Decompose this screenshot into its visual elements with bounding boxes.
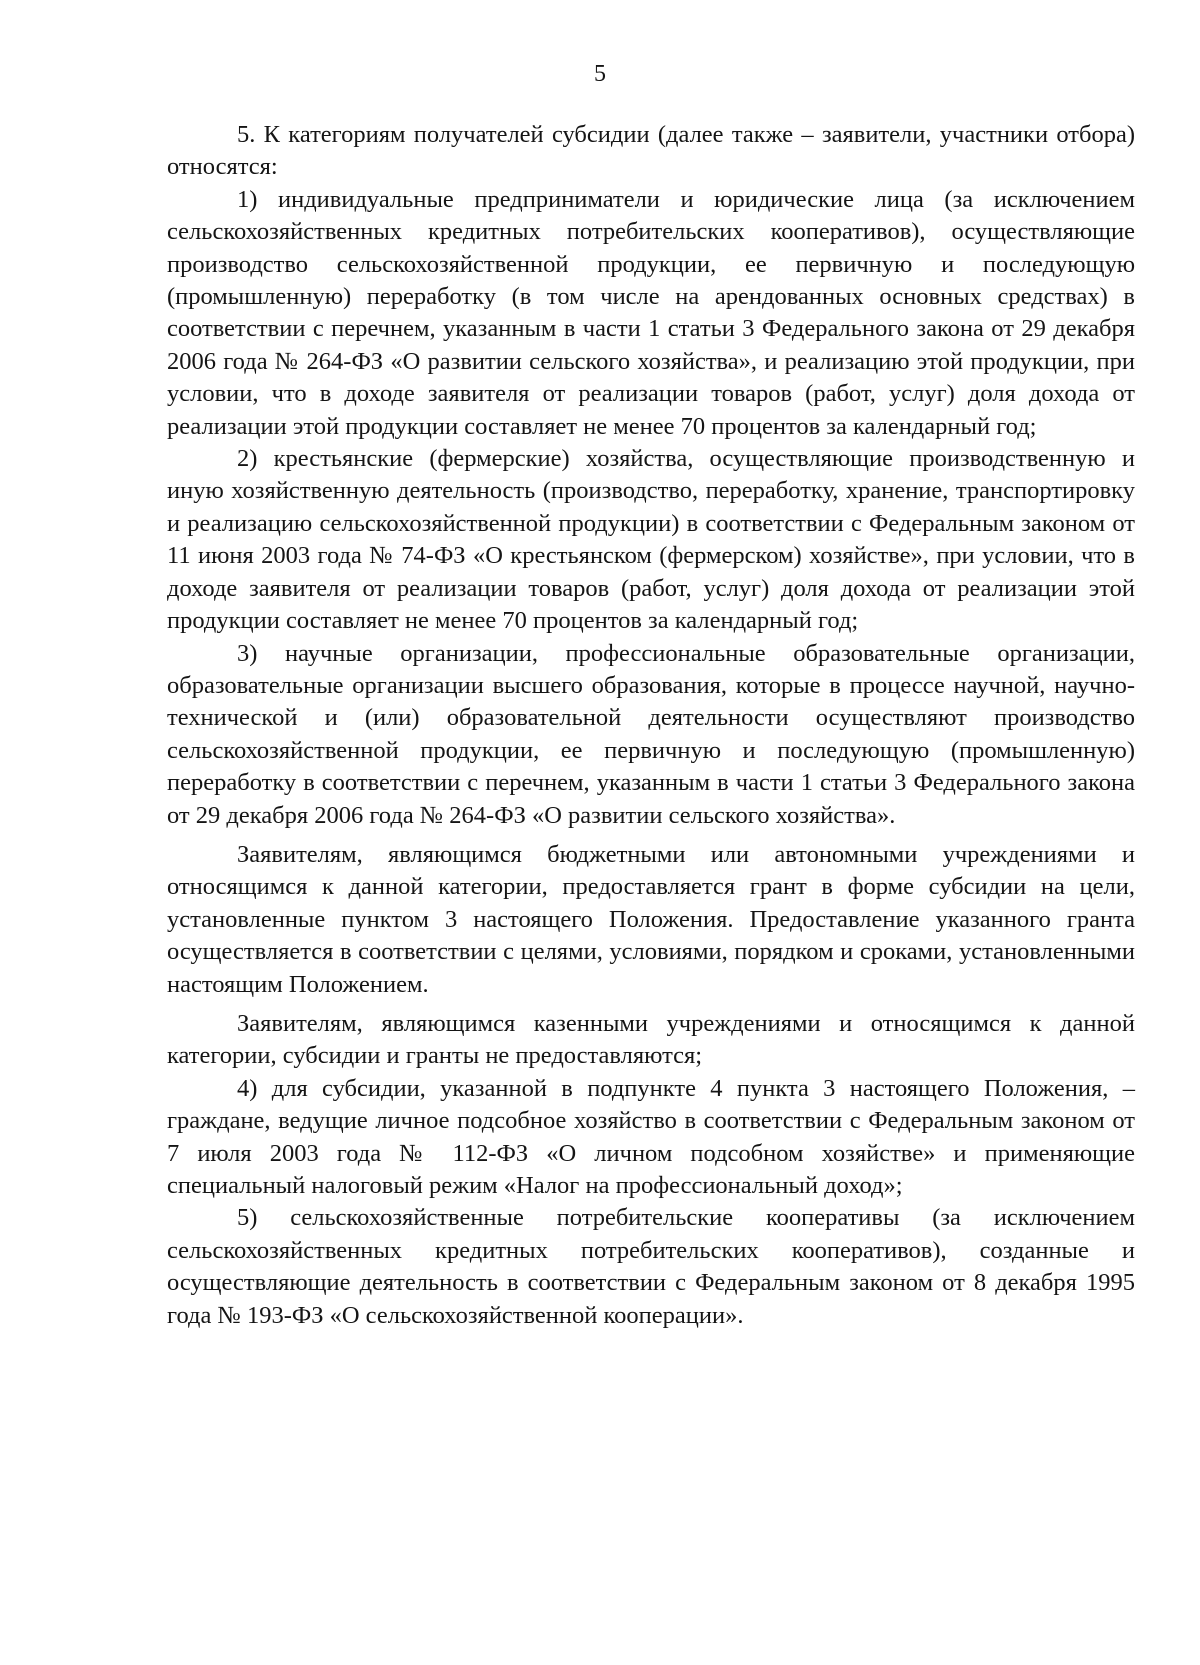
document-body	[167, 119, 1135, 1332]
paragraph-subitem-5: 5) сельскохозяйственные потребительские кооперативы (за исключением сельскохозяйственных кредитных потребительских кооперативов), созданные и осуществляющие деятельность в соответствии с Федеральным законом от 8 декабря 1995 года № 193-ФЗ «О сельскохозяйственной кооперации».	[167, 1204, 1135, 1329]
paragraph-subitem-3: 3) научные организации, профессиональные образовательные организации, образовательные организации высшего образования, которые в процессе научной, научно-технической и (или) образовательной деятельности осуществляют производство сельскохозяйственной продукции, ее первичную и последующую (промышленную) переработку в соответствии с перечнем, указанным в части 1 статьи 3 Федерального закона от 29 декабря 2006 года № 264-ФЗ «О развитии сельского хозяйства».	[167, 639, 1135, 829]
paragraph-subitem-2: 2) крестьянские (фермерские) хозяйства, осуществляющие производственную и иную хозяйственную деятельность (производство, переработку, хранение, транспортировку и реализацию сельскохозяйственной продукции) в соответствии с Федеральным законом от 11 июня 2003 года № 74-ФЗ «О крестьянском (фермерском) хозяйстве», при условии, что в доходе заявителя от реализации товаров (работ, услуг) доля дохода от реализации этой продукции составляет не менее 70 процентов за календарный год;	[167, 445, 1135, 635]
page-number: 5	[594, 61, 606, 87]
paragraph-state-institutions: Заявителям, являющимся казенными учреждениями и относящимся к данной категории, субсидии и гранты не предоставляются;	[167, 1009, 1135, 1070]
paragraph-subitem-4: 4) для субсидии, указанной в подпункте 4 пункта 3 настоящего Положения, – граждане, ведущие личное подсобное хозяйство в соответствии с Федеральным законом от 7 июля 2003 года № 112-ФЗ «О личном подсобном хозяйстве» и применяющие специальный налоговый режим «Налог на профессиональный доход»;	[167, 1074, 1135, 1199]
paragraph-subitem-1: 1) индивидуальные предприниматели и юридические лица (за исключением сельскохозяйственных кредитных потребительских кооперативов), осуществляющие производство сельскохозяйственной продукции, ее первичную и последующую (промышленную) переработку (в том числе на арендованных основных средствах) в соответствии с перечнем, указанным в части 1 статьи 3 Федерального закона от 29 декабря 2006 года № 264-ФЗ «О развитии сельского хозяйства», и реализацию этой продукции, при условии, что в доходе заявителя от реализации товаров (работ, услуг) доля дохода от реализации этой продукции составляет не менее 70 процентов за календарный год;	[167, 185, 1135, 440]
paragraph-budget-institutions: Заявителям, являющимся бюджетными или автономными учреждениями и относящимся к данной категории, предоставляется грант в форме субсидии на цели, установленные пунктом 3 настоящего Положения. Предоставление указанного гранта осуществляется в соответствии с целями, условиями, порядком и сроками, установленными настоящим Положением.	[167, 840, 1135, 998]
paragraph-item-5-intro: 5. К категориям получателей субсидии (далее также – заявители, участники отбора) относятся:	[167, 121, 1135, 181]
